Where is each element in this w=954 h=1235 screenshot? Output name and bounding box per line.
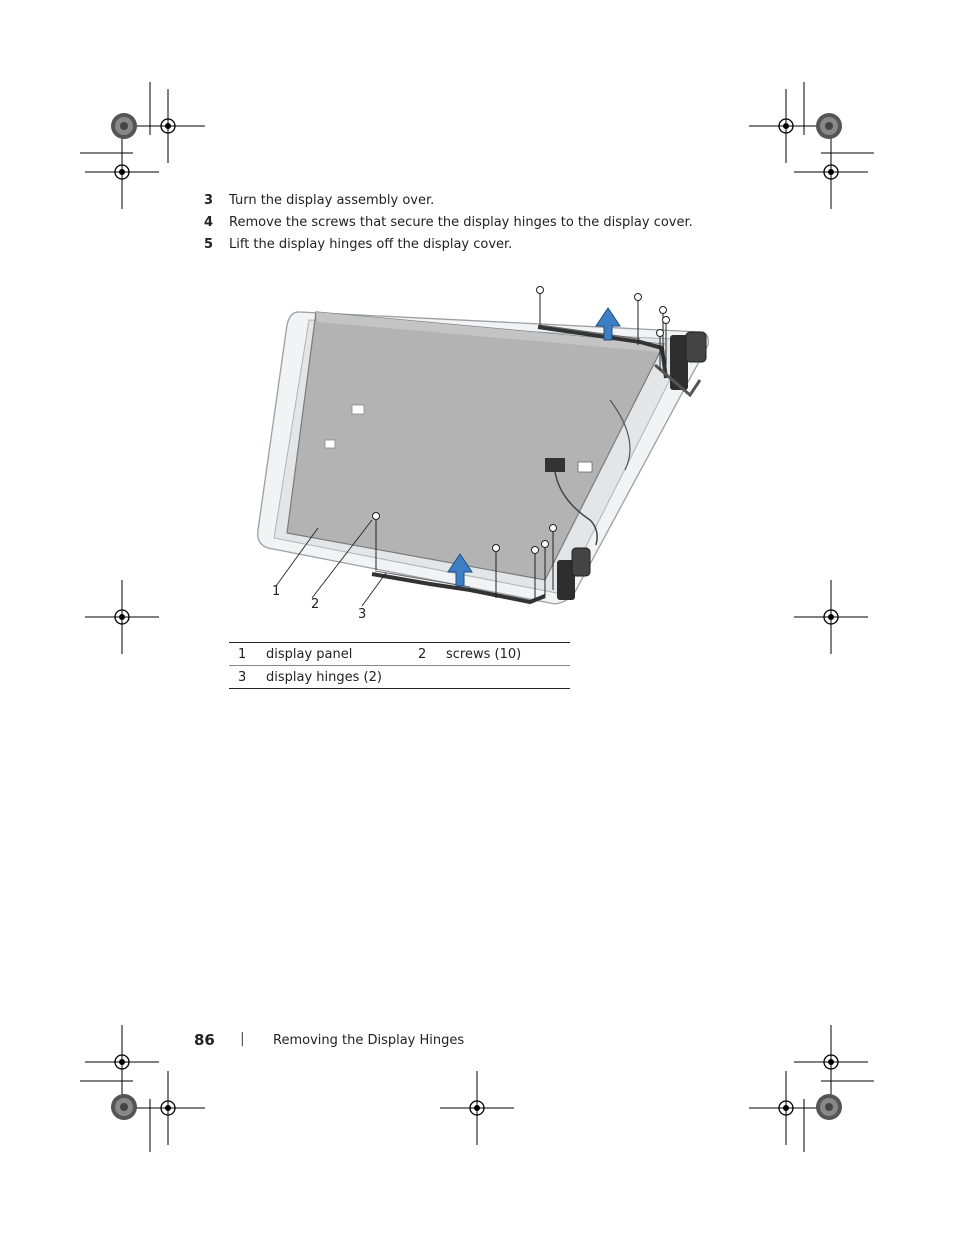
step-number: 4 xyxy=(204,215,214,230)
section-title: Removing the Display Hinges xyxy=(273,1033,465,1048)
step-text: Remove the screws that secure the display hinges to the display cover. xyxy=(229,215,693,230)
footer-separator: | xyxy=(240,1031,245,1047)
legend-label: screws (10) xyxy=(446,646,522,662)
legend-number: 1 xyxy=(238,646,247,662)
callout-3: 3 xyxy=(358,607,367,622)
display-hinge-illustration xyxy=(255,280,725,625)
table-row xyxy=(229,643,570,666)
legend-number xyxy=(409,666,446,689)
legend-label xyxy=(446,666,570,689)
step-text: Turn the display assembly over. xyxy=(229,193,435,208)
callout-1: 1 xyxy=(272,584,281,599)
step-5 xyxy=(204,237,512,253)
legend-label: display panel xyxy=(266,646,353,662)
legend-number: 3 xyxy=(238,669,247,685)
legend-label: display hinges (2) xyxy=(266,669,382,685)
legend-number: 2 xyxy=(418,646,427,662)
callout-2: 2 xyxy=(311,597,320,612)
step-number: 3 xyxy=(204,193,214,208)
table-row xyxy=(229,666,570,689)
step-number: 5 xyxy=(204,237,214,252)
step-text: Lift the display hinges off the display cover. xyxy=(229,237,513,252)
step-4 xyxy=(204,215,693,231)
page-number: 86 xyxy=(194,1031,215,1049)
legend-table xyxy=(229,642,570,689)
step-3 xyxy=(204,193,434,209)
